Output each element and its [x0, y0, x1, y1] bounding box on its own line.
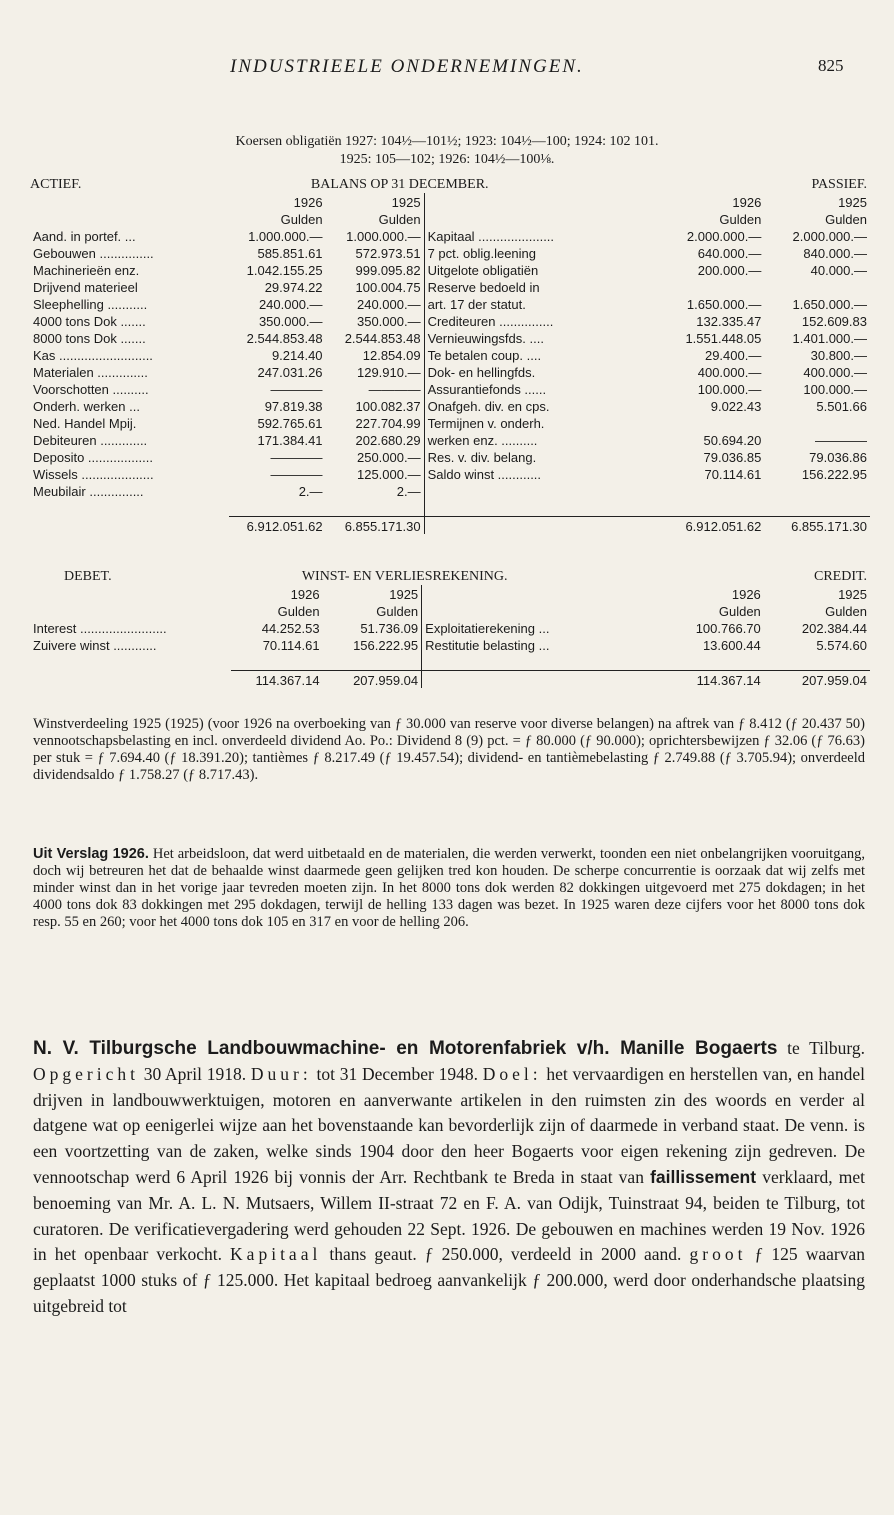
winst-title: WINST- EN VERLIESREKENING. [301, 569, 508, 584]
balans-debit-label: Onderh. werken ... [33, 399, 140, 414]
balans-debit-label: Ned. Handel Mpij. [33, 416, 137, 431]
balans-credit-value-b: 30.800.— [810, 348, 867, 363]
balans-credit-label: 7 pct. oblig.leening [424, 244, 647, 261]
winst-year-b-right: 1925 [838, 587, 867, 602]
balans-total-right-b: 6.855.171.30 [764, 517, 870, 535]
balans-debit-label: Debiteuren ............. [33, 433, 148, 448]
balans-debit-label: Drijvend materieel [33, 280, 138, 295]
balans-debit-value-a: 97.819.38 [264, 399, 323, 414]
balans-debit-value-a: ———— [270, 467, 323, 482]
company-heading: N. V. Tilburgsche Landbouwmachine- en Motorenfabriek v/h. Manille Bogaerts [33, 1038, 778, 1059]
balans-credit-label: Termijnen v. onderh. [424, 414, 647, 431]
balans-debit-value-b: 999.095.82 [355, 263, 421, 278]
balans-credit-value-b: 1.401.000.— [792, 331, 867, 346]
company-text-3: tot 31 December 1948. [311, 1063, 483, 1084]
balans-credit-label: art. 17 der statut. [424, 295, 647, 312]
balans-debit-label: Machinerieën enz. [33, 263, 140, 278]
balans-debit-value-a: ———— [270, 450, 323, 465]
balans-debit-value-a: 29.974.22 [264, 280, 323, 295]
balans-title: BALANS OP 31 DECEMBER. [310, 177, 489, 192]
balans-debit-label: Gebouwen ............... [33, 246, 154, 261]
header-title: INDUSTRIEELE ONDERNEMINGEN. [230, 56, 584, 77]
winst-credit-label: Restitutie belasting ... [422, 636, 646, 653]
balans-credit-label [424, 482, 647, 499]
balans-credit-label: Uitgelote obligatiën [424, 261, 647, 278]
balans-debit-label: Voorschotten .......... [33, 382, 149, 397]
balans-credit-value-a [647, 414, 764, 431]
company-text-6: thans geaut. ƒ 250.000, verdeeld in 2000 aand. [321, 1244, 690, 1265]
balans-credit-value-a: 70.114.61 [704, 467, 762, 482]
verslag-text: Het arbeidsloon, dat werd uitbetaald en de materialen, die werden verwerkt, toonden een niet onbelangrijken vooruitgang, doch wij betreuren het dat de behaalde winst daarmede geen gelijken tred kon houden. De scherpe concurrentie is oorzaak dat wij zelfs met minder winst dan in het vorige jaar tevreden moeten zijn. In het 8000 tons dok werden 82 dokkingen uitgevoerd met 275 dokdagen; in het 4000 tons dok 83 dokkingen met 295 dokdagen, terwijl de helling 133 dagen was bezet. In 1925 waren deze cijfers voor het 8000 tons dok resp. 55 en 260; voor het 4000 tons dok 105 en 317 en voor de helling 206. [33, 846, 866, 930]
balans-unit-right-a: Gulden [719, 212, 762, 227]
winst-total-left-a: 114.367.14 [231, 671, 323, 689]
balans-credit-value-b: 1.650.000.— [792, 297, 867, 312]
balans-credit-value-a: 400.000.— [697, 365, 762, 380]
balans-debit-value-a: 585.851.61 [257, 246, 323, 261]
company-text-2: 30 April 1918. [138, 1063, 251, 1084]
balans-credit-value-b: ———— [815, 433, 867, 448]
balans-debit-value-b: 350.000.— [356, 314, 421, 329]
balans-credit-label: Te betalen coup. .... [424, 346, 647, 363]
balans-debit-value-a: ———— [270, 382, 323, 397]
balans-debit-value-b: 240.000.— [356, 297, 421, 312]
winst-left-title: DEBET. [64, 569, 112, 584]
balans-year-b-left: 1925 [391, 195, 421, 210]
balans-row [30, 227, 870, 244]
balans-unit-left-b: Gulden [378, 212, 421, 227]
balans-credit-value-a: 2.000.000.— [686, 229, 762, 244]
balans-debit-label: Meubilair ............... [33, 484, 144, 499]
balans-row [30, 244, 870, 261]
balans-row [30, 363, 870, 380]
balans-year-a-left: 1926 [293, 195, 323, 210]
balans-debit-value-a: 1.042.155.25 [246, 263, 323, 278]
balans-credit-value-b: 840.000.— [803, 246, 867, 261]
balans-credit-value-b: 152.609.83 [801, 314, 867, 329]
balans-row [30, 278, 870, 295]
winst-credit-value-b: 5.574.60 [816, 638, 867, 653]
winst-row [30, 636, 870, 653]
balans-debit-value-a: 592.765.61 [257, 416, 323, 431]
winst-total-right-a: 114.367.14 [646, 671, 764, 689]
winst-debit-value-b: 51.736.09 [360, 621, 419, 636]
balans-debit-value-b: ———— [368, 382, 421, 397]
balans-credit-label: Saldo winst ............ [424, 465, 647, 482]
balans-row [30, 261, 870, 278]
balans-unit-left-a: Gulden [280, 212, 323, 227]
koersen-obligaties [0, 133, 894, 169]
balans-credit-value-a: 50.694.20 [703, 433, 762, 448]
balans-total-left-b: 6.855.171.30 [326, 517, 425, 535]
balans-credit-label: Dok- en hellingfds. [424, 363, 647, 380]
balans-row [30, 312, 870, 329]
balans-credit-value-a: 29.400.— [704, 348, 762, 363]
balans-credit-value-a: 9.022.43 [710, 399, 762, 414]
winst-unit-right-a: Gulden [718, 604, 761, 619]
balans-credit-value-b: 2.000.000.— [792, 229, 867, 244]
balans-debit-value-a: 2.— [298, 484, 323, 499]
balans-credit-value-a: 79.036.85 [703, 450, 762, 465]
balans-row [30, 482, 870, 499]
balans-debit-value-b: 12.854.09 [362, 348, 421, 363]
balans-debit-value-b: 100.004.75 [355, 280, 421, 295]
balans-debit-value-b: 2.544.853.48 [344, 331, 421, 346]
balans-credit-value-a [647, 278, 764, 295]
balans-credit-label: Onafgeh. div. en cps. [424, 397, 647, 414]
groot-label: groot [689, 1244, 747, 1265]
balans-debit-value-b: 1.000.000.— [346, 229, 421, 244]
company-text-4: het vervaardigen en herstellen van, en handel drijven in landbouwwerktuigen, motoren en aanverwante artikelen in den ruimsten zin des woords en verder al datgene wat op eenigerlei wijze aan het bovenstaande kan bevorderlijk zijn of daarmede in verband staat. De venn. is een voortzetting van de zaken, welke sinds 1904 door den heer Bogaerts voor eigen rekening zijn gedreven. De vennootschap werd 6 April 1926 bij vonnis der Arr. Rechtbank te Breda in staat van [33, 1063, 865, 1187]
balans-debit-value-b: 202.680.29 [355, 433, 421, 448]
balans-total-left-a: 6.912.051.62 [229, 517, 325, 535]
winst-total-left-b: 207.959.04 [323, 671, 422, 689]
balans-debit-label: Sleephelling ........... [33, 297, 148, 312]
balans-credit-label: Kapitaal ..................... [424, 227, 647, 244]
kapitaal-label: Kapitaal [230, 1244, 322, 1265]
duur-label: Duur: [250, 1063, 312, 1084]
company-text-1: te Tilburg. [777, 1038, 866, 1058]
verslag-label: Uit Verslag 1926. [33, 846, 149, 862]
balans-row [30, 448, 870, 465]
winst-total-right-b: 207.959.04 [764, 671, 870, 689]
balans-credit-label: Res. v. div. belang. [424, 448, 647, 465]
balans-debit-label: Aand. in portef. ... [33, 229, 136, 244]
balans-debit-value-a: 9.214.40 [271, 348, 323, 363]
balans-debit-value-b: 227.704.99 [355, 416, 421, 431]
balans-credit-value-a: 1.650.000.— [686, 297, 762, 312]
balans-row [30, 465, 870, 482]
balans-credit-label: werken enz. .......... [424, 431, 647, 448]
balans-row [30, 346, 870, 363]
balans-debit-value-b: 572.973.51 [355, 246, 421, 261]
winst-debit-label: Zuivere winst ............ [33, 638, 157, 653]
balans-credit-value-b: 5.501.66 [816, 399, 867, 414]
verslag-paragraph [33, 846, 865, 931]
winst-unit-left-a: Gulden [277, 604, 320, 619]
balans-row [30, 295, 870, 312]
balans-table [30, 176, 870, 534]
balans-debit-value-b: 125.000.— [356, 467, 421, 482]
balans-debit-label: 4000 tons Dok ....... [33, 314, 146, 329]
balans-credit-label: Vernieuwingsfds. .... [424, 329, 647, 346]
balans-row [30, 397, 870, 414]
balans-row [30, 414, 870, 431]
balans-total-right-a: 6.912.051.62 [647, 517, 764, 535]
faillissement-word: faillissement [650, 1166, 757, 1187]
balans-year-a-right: 1926 [732, 195, 762, 210]
balans-debit-value-a: 240.000.— [258, 297, 323, 312]
company-entry [33, 1036, 865, 1320]
winst-debit-value-a: 70.114.61 [262, 638, 320, 653]
winst-right-title: CREDIT. [813, 569, 867, 584]
balans-credit-value-a: 100.000.— [697, 382, 762, 397]
balans-credit-value-b: 40.000.— [810, 263, 867, 278]
koersen-line-2: 1925: 105—102; 1926: 104½—100⅛. [339, 152, 555, 167]
balans-debit-value-b: 129.910.— [356, 365, 421, 380]
balans-debit-value-a: 247.031.26 [257, 365, 323, 380]
balans-row [30, 431, 870, 448]
balans-credit-value-b: 156.222.95 [801, 467, 867, 482]
winst-row [30, 619, 870, 636]
balans-credit-value-a [647, 482, 764, 499]
balans-row [30, 380, 870, 397]
doel-label: Doel: [482, 1063, 542, 1084]
winst-debit-label: Interest ........................ [33, 621, 167, 636]
balans-unit-right-b: Gulden [825, 212, 867, 227]
balans-debit-value-a: 171.384.41 [257, 433, 323, 448]
winst-credit-value-b: 202.384.44 [801, 621, 867, 636]
balans-credit-label: Crediteuren ............... [424, 312, 647, 329]
winst-year-a-right: 1926 [731, 587, 761, 602]
balans-debit-value-a: 1.000.000.— [248, 229, 323, 244]
balans-debit-value-b: 100.082.37 [355, 399, 421, 414]
balans-debit-value-a: 350.000.— [258, 314, 323, 329]
winst-year-b-left: 1925 [389, 587, 419, 602]
balans-credit-value-b [764, 482, 870, 499]
running-header [0, 52, 894, 82]
balans-credit-value-b [764, 278, 870, 295]
balans-credit-label: Reserve bedoeld in [424, 278, 647, 295]
balans-credit-label: Assurantiefonds ...... [424, 380, 647, 397]
balans-right-title: PASSIEF. [811, 177, 867, 192]
balans-debit-value-b: 250.000.— [356, 450, 421, 465]
balans-credit-value-b: 400.000.— [803, 365, 867, 380]
winstverdeeling-paragraph: Winstverdeeling 1925 (1925) (voor 1926 na overboeking van ƒ 30.000 van reserve voor diverse belangen) na aftrek van ƒ 8.412 (ƒ 20.437 50) vennootschapsbelasting en incl. onverdeeld dividend Ao. Po.: Dividend 8 (9) pct. = ƒ 80.000 (ƒ 90.000); oprichtersbewijzen ƒ 32.06 (ƒ 76.63) per stuk = ƒ 7.694.40 (ƒ 18.391.20); tantièmes ƒ 8.217.49 (ƒ 19.457.54); dividend- en tantièmebelasting ƒ 2.749.88 (ƒ 3.705.94); onverdeeld dividendsaldo ƒ 1.758.27 (ƒ 8.717.43). [33, 716, 865, 783]
balans-debit-label: Kas .......................... [33, 348, 153, 363]
company-text-7: ƒ 125 waarvan geplaatst 1000 stuks of ƒ 125.000. Het kapitaal bedroeg aanvankelijk ƒ 200.000, werd door onderhandsche plaatsing uitgebreid tot [33, 1244, 865, 1316]
winst-credit-value-a: 13.600.44 [702, 638, 761, 653]
balans-year-b-right: 1925 [838, 195, 867, 210]
balans-debit-label: Wissels .................... [33, 467, 154, 482]
balans-credit-value-b: 79.036.86 [809, 450, 867, 465]
opgericht-label: Opgericht [33, 1063, 139, 1084]
balans-credit-value-a: 200.000.— [697, 263, 762, 278]
winst-unit-right-b: Gulden [825, 604, 867, 619]
winst-debit-value-a: 44.252.53 [261, 621, 320, 636]
winst-debit-value-b: 156.222.95 [353, 638, 419, 653]
balans-debit-value-b: 2.— [396, 484, 421, 499]
balans-credit-value-b [764, 414, 870, 431]
balans-debit-label: Deposito .................. [33, 450, 153, 465]
winst-table [30, 568, 870, 688]
balans-debit-value-a: 2.544.853.48 [246, 331, 323, 346]
winst-credit-label: Exploitatierekening ... [422, 619, 646, 636]
balans-credit-value-b: 100.000.— [803, 382, 867, 397]
balans-left-title: ACTIEF. [30, 177, 82, 192]
balans-credit-value-a: 132.335.47 [696, 314, 762, 329]
balans-debit-label: 8000 tons Dok ....... [33, 331, 146, 346]
balans-credit-value-a: 1.551.448.05 [685, 331, 762, 346]
koersen-line-1: Koersen obligatiën 1927: 104½—101½; 1923: 104½—100; 1924: 102 101. [235, 134, 659, 149]
page-number: 825 [818, 56, 844, 75]
winst-year-a-left: 1926 [290, 587, 320, 602]
company-text-5: verklaard, met benoeming van Mr. A. L. N. Mutsaers, Willem II-straat 72 en F. A. van Odijk, Tuinstraat 94, beiden te Tilburg, tot curatoren. De verificatievergadering werd gehouden 22 Sept. 1926. De gebouwen en machines werden 19 Nov. 1926 in het openbaar verkocht. [33, 1166, 866, 1265]
balans-row [30, 329, 870, 346]
winst-unit-left-b: Gulden [376, 604, 419, 619]
winst-credit-value-a: 100.766.70 [695, 621, 761, 636]
balans-debit-label: Materialen .............. [33, 365, 148, 380]
balans-credit-value-a: 640.000.— [697, 246, 762, 261]
